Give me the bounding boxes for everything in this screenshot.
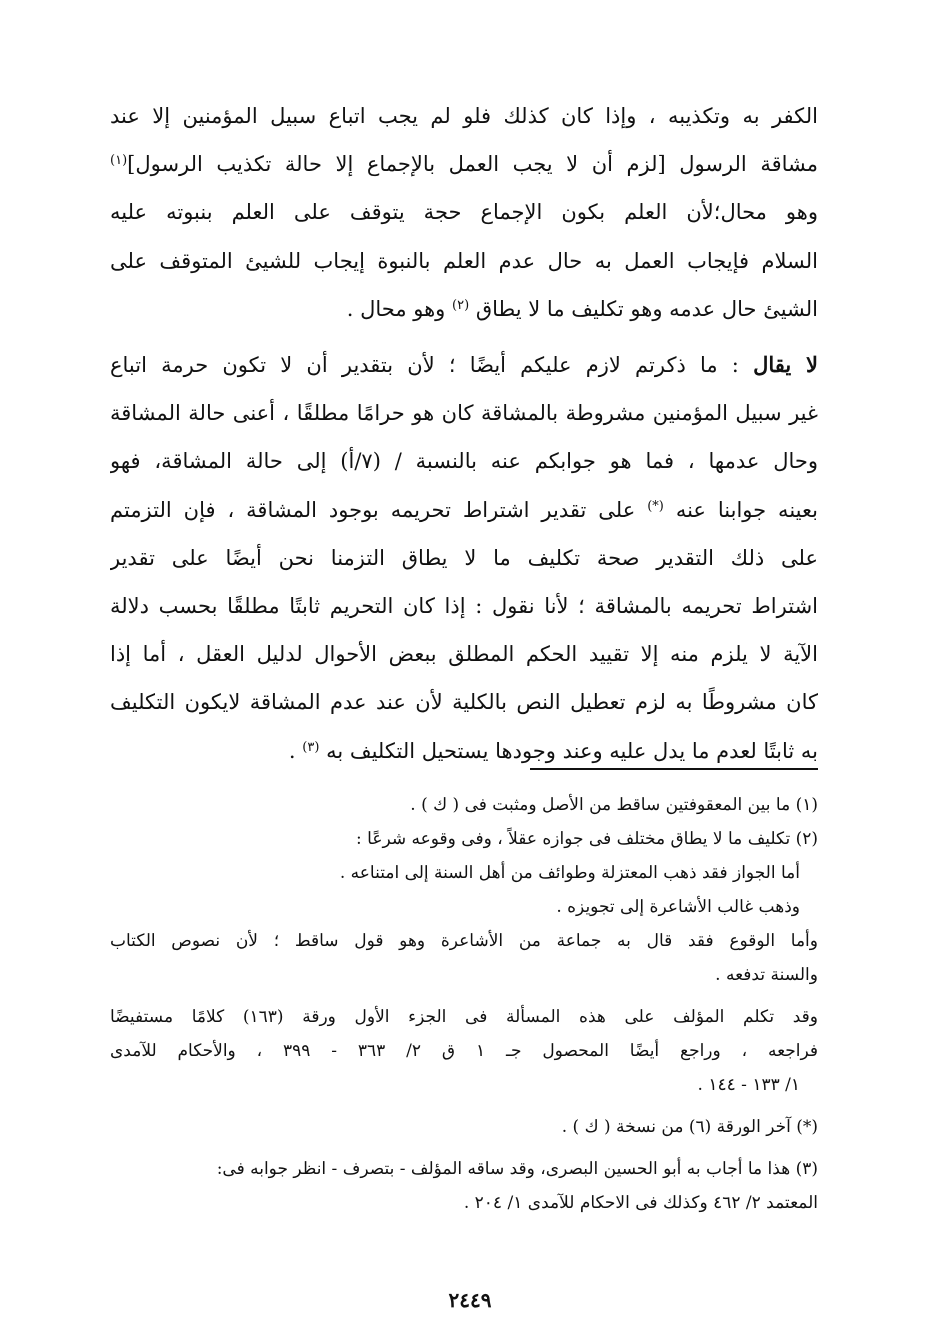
text-line: الآية لا يلزم منه إلا تقييد الحكم المطلق ببعض الأحوال لدليل العقل ، أما إذا <box>110 642 818 667</box>
footnote-ref-2: (٢) <box>452 297 470 313</box>
footnote-2-line: ١/ ١٣٣ - ١٤٤ . <box>697 1075 800 1095</box>
line-text: مشاقة الرسول [لزم أن لا يجب العمل بالإجماع إلا حالة تكذيب الرسول] <box>127 152 818 177</box>
text-line: اشتراط تحريمه بالمشاقة ؛ لأنا نقول : إذا كان التحريم ثابتًا مطلقًا بحسب دلالة <box>110 594 818 619</box>
footnote-2-line: وقد تكلم المؤلف على هذه المسألة فى الجزء الأول ورقة (١٦٣) كلامًا مستفيضًا <box>110 1007 818 1027</box>
line-text: بعينه جوابنا عنه <box>675 497 818 522</box>
line-text: الشيئ حال عدمه وهو تكليف ما لا يطاق <box>475 296 818 321</box>
line-text: : ما ذكرتم لازم عليكم أيضًا ؛ لأن بتقدير أن لا تكون حرمة اتباع <box>110 353 739 378</box>
footnote-ref-1: (١) <box>110 153 128 169</box>
paragraph-1 <box>110 92 818 333</box>
footnote-2-line: وذهب غالب الأشاعرة إلى تجويزه . <box>556 897 800 917</box>
footnote-1: (١) ما بين المعقوفتين ساقط من الأصل ومثبت فى ( ك ) . <box>410 795 818 815</box>
footnote-2-line: والسنة تدفعه . <box>715 965 818 985</box>
text-line: الكفر به وتكذيبه ، وإذا كان كذلك فلو لم يجب اتباع سبيل المؤمنين إلا عند <box>110 104 818 128</box>
text-line: وهو محال؛لأن العلم بكون الإجماع حجة يتوقف على العلم بنبوته عليه <box>110 200 818 225</box>
text-line <box>110 285 818 333</box>
text-line <box>110 341 818 389</box>
text-line: غير سبيل المؤمنين مشروطة بالمشاقة كان هو حرامًا مطلقًا ، أعنى حالة المشاقة <box>110 401 818 426</box>
line-text: به ثابتًا لعدم ما يدل عليه وعند وجودها يستحيل التكليف به <box>326 738 818 763</box>
footnote-2-line: أما الجواز فقد ذهب المعتزلة وطوائف من أهل السنة إلى امتناعه . <box>339 863 800 883</box>
text-line: على ذلك التقدير صحة تكليف ما لا يطاق التزمنا نحن أيضًا على تقدير <box>110 545 818 570</box>
text-line <box>110 486 818 534</box>
text-line: كان مشروطًا به لزم تعطيل النص بالكلية لأن عند عدم المشاقة لايكون التكليف <box>110 690 818 715</box>
paragraph-2 <box>110 341 818 775</box>
main-text <box>110 92 818 775</box>
line-text: على تقدير اشتراط تحريمه بوجود المشاقة ، فإن التزمتم <box>110 497 636 522</box>
line-text: . <box>288 738 296 763</box>
footnote-2-line: فراجعه ، وراجع أيضًا المحصول جـ ١ ق ٢/ ٣٦٣ - ٣٩٩ ، والأحكام للآمدى <box>110 1041 818 1061</box>
footnote-separator <box>530 768 818 770</box>
text-line: وحال عدمها ، فما هو جوابكم عنه بالنسبة / (٧/أ) إلى حالة المشاقة، فهو <box>110 449 818 474</box>
page-number: ٢٤٤٩ <box>448 1288 492 1312</box>
text-line: السلام فإيجاب العمل به حال عدم العلم بالنبوة إيجاب للشيئ المتوقف على <box>110 248 818 273</box>
footnote-ref-star: (*) <box>647 498 664 514</box>
text-line <box>110 140 818 188</box>
footnote-3: (٣) هذا ما أجاب به أبو الحسين البصرى، وقد ساقه المؤلف - بتصرف - انظر جوابه فى: <box>216 1159 818 1179</box>
footnote-star: (*) آخر الورقة (٦) من نسخة ( ك ) . <box>561 1117 818 1137</box>
footnote-2: (٢) تكليف ما لا يطاق مختلف فى جوازه عقلاً ، وفى وقوعه شرعًا : <box>356 829 818 849</box>
footnote-3-line: المعتمد ٢/ ٤٦٢ وكذلك فى الاحكام للآمدى ١/ ٢٠٤ . <box>463 1193 818 1213</box>
footnotes <box>110 788 818 1220</box>
la-yuqal-heading: لا يقال <box>753 352 818 378</box>
footnote-ref-3: (٣) <box>302 739 320 755</box>
line-text: وهو محال . <box>346 296 446 321</box>
footnote-2-line: وأما الوقوع فقد قال به جماعة من الأشاعرة وهو قول ساقط ؛ لأن نصوص الكتاب <box>110 931 818 951</box>
